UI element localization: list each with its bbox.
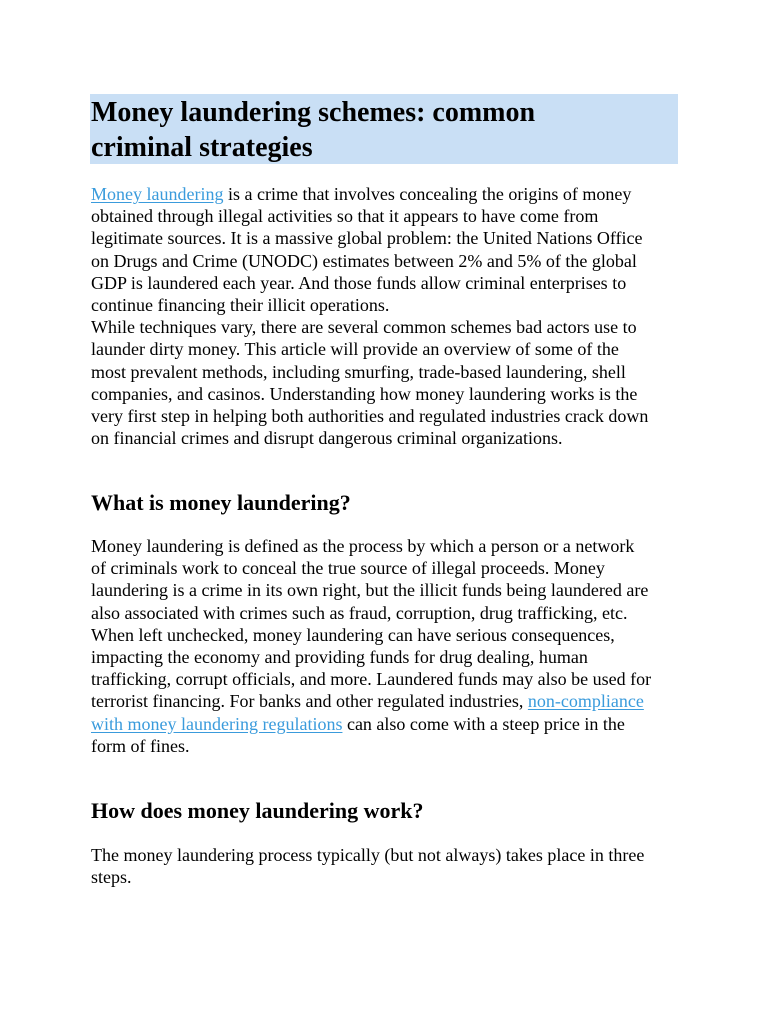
text-fragment: terrorist financing. For banks and other regulated industries, [91, 691, 528, 712]
text-line: Money laundering is defined as the process by which a person or a network [91, 536, 635, 556]
title-line: Money laundering schemes: common [91, 97, 536, 128]
text-line: also associated with crimes such as fraud, corruption, drug trafficking, etc. [91, 602, 628, 623]
text-line: laundering is a crime in its own right, but the illicit funds being laundered are [91, 580, 649, 601]
text-line [91, 183, 691, 205]
text-line: on Drugs and Crime (UNODC) estimates between 2% and 5% of the global [91, 250, 637, 271]
text-line [91, 713, 691, 735]
text-line: companies, and casinos. Understanding how money laundering works is the [91, 383, 638, 404]
money-laundering-link[interactable]: Money laundering [91, 184, 224, 204]
text-line: on financial crimes and disrupt dangerous criminal organizations. [91, 428, 563, 449]
text-line: trafficking, corrupt officials, and more. Laundered funds may also be used for [91, 669, 652, 690]
text-fragment: can also come with a steep price in the [342, 713, 625, 734]
intro-paragraph [91, 183, 691, 449]
how-paragraph [91, 844, 691, 888]
text-line: The money laundering process typically (but not always) takes place in three [91, 845, 645, 865]
section-heading-what: What is money laundering? [91, 490, 351, 515]
page-title [91, 95, 675, 165]
text-line: obtained through illegal activities so that it appears to have come from [91, 206, 599, 227]
text-line: steps. [91, 867, 132, 888]
text-line: GDP is laundered each year. And those funds allow criminal enterprises to [91, 272, 627, 293]
text-line: very first step in helping both authorities and regulated industries crack down [91, 406, 649, 427]
text-line: While techniques vary, there are several common schemes bad actors use to [91, 317, 637, 338]
text-line [91, 690, 691, 712]
text-line: When left unchecked, money laundering can have serious consequences, [91, 624, 615, 645]
text-line: most prevalent methods, including smurfing, trade-based laundering, shell [91, 361, 626, 382]
text-line: legitimate sources. It is a massive global problem: the United Nations Office [91, 228, 643, 249]
text-line: of criminals work to conceal the true source of illegal proceeds. Money [91, 558, 605, 579]
text-line: impacting the economy and providing funds for drug dealing, human [91, 647, 588, 668]
section-heading-how: How does money laundering work? [91, 798, 424, 823]
text-line: launder dirty money. This article will provide an overview of some of the [91, 339, 619, 360]
text-line: continue financing their illicit operations. [91, 295, 390, 316]
non-compliance-link[interactable]: non-compliance [527, 691, 644, 712]
non-compliance-link-continued[interactable]: with money laundering regulations [91, 713, 343, 734]
title-line: criminal strategies [91, 132, 313, 163]
text-fragment: is a crime that involves concealing the origins of money [223, 184, 632, 204]
text-line: form of fines. [91, 735, 190, 756]
what-paragraph [91, 535, 691, 757]
